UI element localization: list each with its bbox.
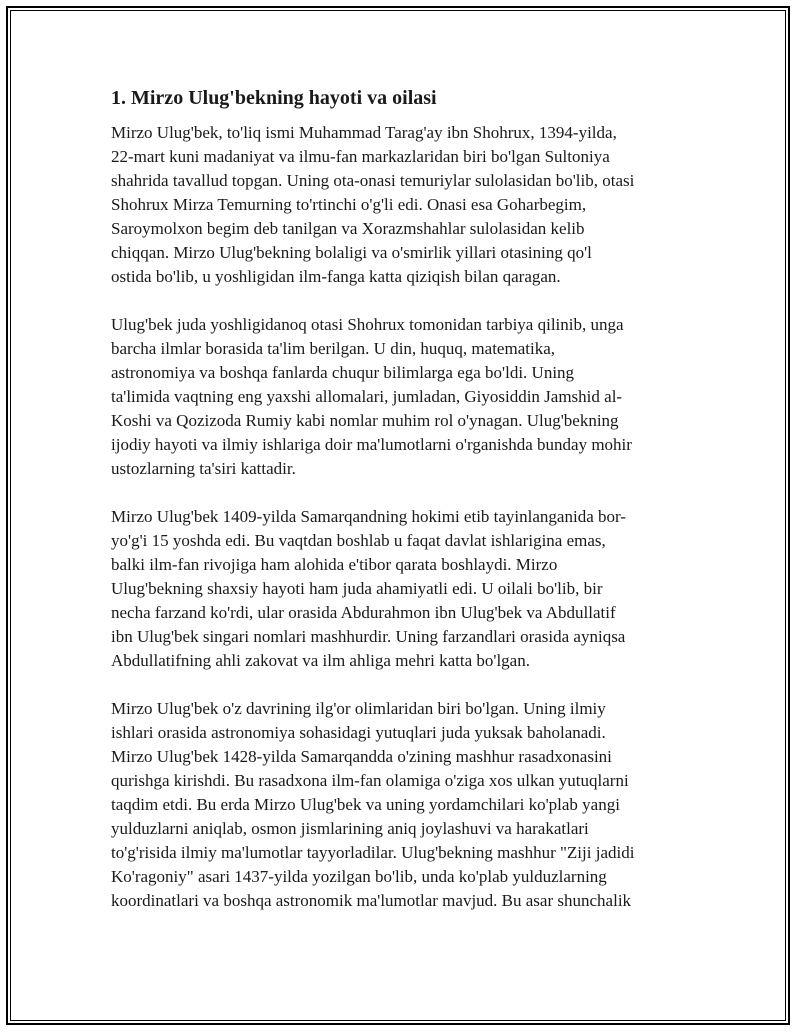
text-line: shahrida tavallud topgan. Uning ota-onasi temuriylar sulolasidan bo'lib, otasi xyxy=(111,171,635,190)
text-line: Ulug'bek juda yoshligidanoq otasi Shohrux tomonidan tarbiya qilinib, unga xyxy=(111,315,624,334)
text-line: Mirzo Ulug'bek 1428-yilda Samarqandda o'zining mashhur rasadxonasini xyxy=(111,747,612,766)
paragraph-4 xyxy=(111,697,687,913)
text-line: astronomiya va boshqa fanlarda chuqur bilimlarga ega bo'ldi. Uning xyxy=(111,363,575,382)
text-line: necha farzand ko'rdi, ular orasida Abdurahmon ibn Ulug'bek va Abdullatif xyxy=(111,603,616,622)
text-line: ustozlarning ta'siri kattadir. xyxy=(111,459,296,478)
paragraph-2 xyxy=(111,313,687,481)
text-line: yo'g'i 15 yoshda edi. Bu vaqtdan boshlab u faqat davlat ishlarigina emas, xyxy=(111,531,606,550)
text-line: Mirzo Ulug'bek o'z davrining ilg'or olimlaridan biri bo'lgan. Uning ilmiy xyxy=(111,699,606,718)
paragraph-3 xyxy=(111,505,687,673)
text-line: ijodiy hayoti va ilmiy ishlariga doir ma'lumotlarni o'rganishda bunday mohir xyxy=(111,435,632,454)
text-line: balki ilm-fan rivojiga ham alohida e'tibor qarata boshlaydi. Mirzo xyxy=(111,555,558,574)
text-line: ibn Ulug'bek singari nomlari mashhurdir. Uning farzandlari orasida ayniqsa xyxy=(111,627,626,646)
text-line: yulduzlarni aniqlab, osmon jismlarining aniq joylashuvi va harakatlari xyxy=(111,819,589,838)
paragraph-1 xyxy=(111,121,687,289)
text-line: koordinatlari va boshqa astronomik ma'lumotlar mavjud. Bu asar shunchalik xyxy=(111,891,632,910)
text-line: Koshi va Qozizoda Rumiy kabi nomlar muhim rol o'ynagan. Ulug'bekning xyxy=(111,411,619,430)
text-line: Ulug'bekning shaxsiy hayoti ham juda ahamiyatli edi. U oilali bo'lib, bir xyxy=(111,579,603,598)
text-line: barcha ilmlar borasida ta'lim berilgan. U din, huquq, matematika, xyxy=(111,339,555,358)
section-heading: 1. Mirzo Ulug'bekning hayoti va oilasi xyxy=(111,87,437,109)
text-line: 22-mart kuni madaniyat va ilmu-fan markazlaridan biri bo'lgan Sultoniya xyxy=(111,147,610,166)
text-line: Mirzo Ulug'bek, to'liq ismi Muhammad Tarag'ay ibn Shohrux, 1394-yilda, xyxy=(111,123,617,142)
text-line: qurishga kirishdi. Bu rasadxona ilm-fan olamiga o'ziga xos ulkan yutuqlarni xyxy=(111,771,629,790)
document-body xyxy=(111,86,687,937)
text-line: ishlari orasida astronomiya sohasidagi yutuqlari juda yuksak baholanadi. xyxy=(111,723,606,742)
text-line: Ko'ragoniy" asari 1437-yilda yozilgan bo'lib, unda ko'plab yulduzlarning xyxy=(111,867,607,886)
text-line: ta'limida vaqtning eng yaxshi allomalari, jumladan, Giyosiddin Jamshid al- xyxy=(111,387,623,406)
text-line: Shohrux Mirza Temurning to'rtinchi o'g'li edi. Onasi esa Goharbegim, xyxy=(111,195,587,214)
text-line: Saroymolxon begim deb tanilgan va Xorazmshahlar sulolasidan kelib xyxy=(111,219,585,238)
text-line: Abdullatifning ahli zakovat va ilm ahliga mehri katta bo'lgan. xyxy=(111,651,530,670)
text-line: Mirzo Ulug'bek 1409-yilda Samarqandning hokimi etib tayinlanganida bor- xyxy=(111,507,626,526)
text-line: ostida bo'lib, u yoshligidan ilm-fanga katta qiziqish bilan qaragan. xyxy=(111,267,561,286)
text-line: taqdim etdi. Bu erda Mirzo Ulug'bek va uning yordamchilari ko'plab yangi xyxy=(111,795,620,814)
text-line: to'g'risida ilmiy ma'lumotlar tayyorladilar. Ulug'bekning mashhur "Ziji jadidi xyxy=(111,843,635,862)
text-line: chiqqan. Mirzo Ulug'bekning bolaligi va o'smirlik yillari otasining qo'l xyxy=(111,243,592,262)
